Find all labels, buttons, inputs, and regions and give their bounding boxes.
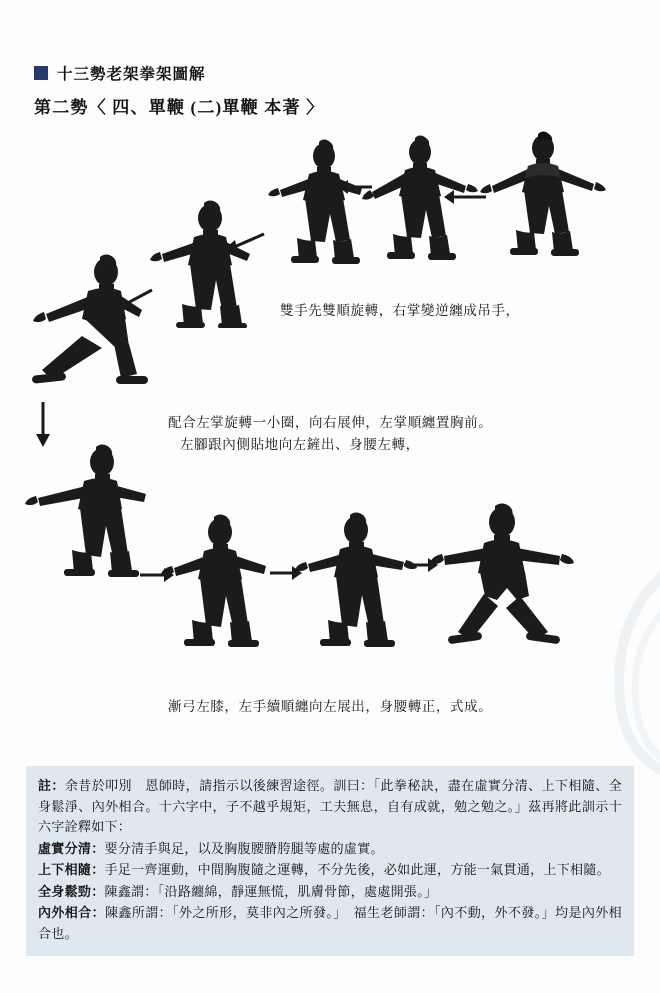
figure-row2-3 [294, 508, 422, 650]
caption-3: 漸弓左膝，左手續順纏向左展出，身腰轉正，式成。 [168, 699, 493, 714]
note-label-2: 虛實分清： [38, 840, 105, 856]
flow-arrow-4 [112, 286, 154, 314]
flow-arrow-5 [140, 566, 174, 584]
header-title-line [34, 62, 634, 84]
note-paragraph-5 [38, 903, 622, 944]
page-header [34, 62, 634, 118]
page-title: 十三勢老架拳架圖解 [57, 66, 206, 83]
caption-2a: 配合左掌旋轉一小圈，向右展伸，左掌順纏置胸前。 [168, 415, 493, 430]
caption-1: 雙手先雙順旋轉，右掌變逆纏成吊手， [280, 303, 520, 318]
note-label-1: 註： [38, 778, 65, 793]
figure-row1-3 [262, 138, 380, 264]
flow-arrow-2 [338, 178, 374, 196]
figure-row2-1 [20, 440, 160, 580]
note-text-5: 陳鑫所謂：「外之所形，莫非內之所發。」 福生老師謂：「內不動，外不發。」均是內外相合也。 [38, 905, 622, 941]
flow-arrow-6 [270, 564, 302, 582]
note-paragraph-4 [38, 882, 622, 903]
flow-arrow-1 [444, 188, 488, 206]
page-subtitle: 第二勢〈 四、單鞭 (二)單鞭 本著 〉 [34, 98, 325, 117]
caption-2b: 左腳跟內側貼地向左鏟出、身腰左轉， [180, 437, 420, 452]
note-paragraph-2 [38, 839, 622, 860]
figure-row1-2 [148, 198, 268, 328]
note-label-3: 上下相隨： [38, 862, 105, 877]
note-label-4: 全身鬆勁： [38, 883, 105, 899]
note-text-3: 手足一齊運動，中間胸腹隨之運轉，不分先後，必如此運，方能一氣貫通，上下相隨。 [104, 862, 610, 877]
note-paragraph-1 [38, 776, 622, 838]
figure-row2-2 [160, 510, 286, 650]
figure-row1-5 [478, 130, 608, 260]
note-label-5: 內外相合： [38, 905, 106, 920]
flow-arrow-7 [404, 556, 438, 574]
figure-row2-4 [428, 498, 578, 650]
note-text-1: 余昔於叩別 恩師時，請指示以後練習途徑。訓曰：「此拳秘訣，盡在虛實分清、上下相隨、全身鬆淨、內外相合。十六字中，子不越乎規矩，工夫無息，自有成就，勉之勉之。」茲再將此訓示十六字詮釋如下： [38, 778, 622, 834]
note-box [26, 766, 634, 956]
note-paragraph-3 [38, 860, 622, 881]
note-text-4: 陳鑫謂：「沿路纏綿，靜運無慌，肌膚骨節，處處開張。」 [104, 883, 438, 899]
figure-row1-1 [18, 252, 158, 388]
note-text-2: 要分清手與足，以及胸腹腰膌胯腿等處的虛實。 [104, 840, 384, 856]
square-marker-icon [34, 66, 48, 80]
flow-arrow-3 [222, 230, 266, 256]
